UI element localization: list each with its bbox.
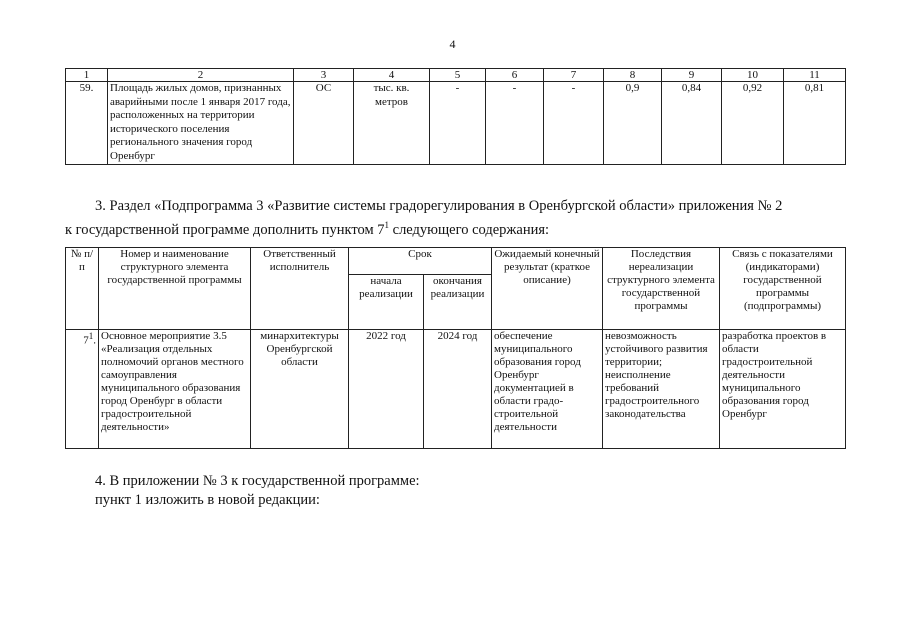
value-cell: 0,84 [662, 82, 722, 165]
table-row [66, 82, 846, 165]
paragraph-3-text-end: следующего содержания: [389, 221, 550, 238]
value-cell: - [486, 82, 544, 165]
table-header-row [66, 248, 846, 275]
value-cell: 0,81 [784, 82, 846, 165]
column-number: 10 [722, 69, 784, 82]
paragraph-4-line1: 4. В приложении № 3 к государственной программе: [95, 473, 420, 489]
column-number: 1 [66, 69, 108, 82]
table-row [66, 330, 846, 449]
column-number: 9 [662, 69, 722, 82]
header-start: начала реализации [349, 275, 424, 330]
expected-result: обеспечение муниципального образования город Оренбург документацией в области градо-строительной деятельности [492, 330, 603, 449]
indicator-name: Площадь жилых домов, признанных аварийными после 1 января 2017 года, расположенных на территории исторического поселения регионального значения город Оренбург [108, 82, 294, 165]
column-number: 6 [486, 69, 544, 82]
paragraph-3-text: к государственной программе дополнить пунктом 7 [65, 221, 385, 238]
indicator-unit: тыс. кв. метров [354, 82, 430, 165]
column-number: 7 [544, 69, 604, 82]
element-name: Основное мероприятие 3.5 «Реализация отдельных полномочий органов местного самоуправления муниципального образования город Оренбург в области градостроительной деятельности» [99, 330, 251, 449]
paragraph-3-line1: 3. Раздел «Подпрограмма 3 «Развитие системы градорегулирования в Оренбургской области» приложения № 2 [95, 198, 783, 214]
header-consequences: Последствия нереализации структурного элемента государственной программы [603, 248, 720, 330]
column-number: 4 [354, 69, 430, 82]
column-number: 3 [294, 69, 354, 82]
value-cell: - [544, 82, 604, 165]
start-year: 2022 год [349, 330, 424, 449]
indicator-table [65, 68, 846, 165]
column-number: 8 [604, 69, 662, 82]
page-number: 4 [449, 37, 456, 51]
header-responsible: Ответственный исполнитель [251, 248, 349, 330]
paragraph-4-line2: пункт 1 изложить в новой редакции: [95, 492, 320, 508]
consequences: невозможность устойчивого развития территории; неисполнение требований градостроительного законодательства [603, 330, 720, 449]
header-number: № п/п [66, 248, 99, 330]
row-number-main: 7 [83, 334, 89, 347]
header-term: Срок [349, 248, 492, 275]
paragraph-3-line2 [65, 216, 845, 240]
row-number [66, 330, 99, 449]
column-number: 5 [430, 69, 486, 82]
header-result: Ожидаемый конечный результат (краткое описание) [492, 248, 603, 330]
end-year: 2024 год [424, 330, 492, 449]
superscript: 1 [88, 331, 94, 341]
row-number: 59. [66, 82, 108, 165]
table-header-row [66, 69, 846, 82]
header-link: Связь с показателями (индикаторами) государственной программы (подпрограммы) [720, 248, 846, 330]
value-cell: - [430, 82, 486, 165]
header-end: окончания реализации [424, 275, 492, 330]
responsible: минархитектуры Оренбургской области [251, 330, 349, 449]
indicator-type: ОС [294, 82, 354, 165]
column-number: 11 [784, 69, 846, 82]
indicator-link: разработка проектов в области градостроительной деятельности муниципального образования город Оренбург [720, 330, 846, 449]
value-cell: 0,9 [604, 82, 662, 165]
row-number-dot: . [93, 334, 96, 347]
value-cell: 0,92 [722, 82, 784, 165]
superscript: 1 [384, 220, 390, 230]
column-number: 2 [108, 69, 294, 82]
header-name: Номер и наименование структурного элемента государственной программы [99, 248, 251, 330]
structural-element-table [65, 247, 846, 449]
